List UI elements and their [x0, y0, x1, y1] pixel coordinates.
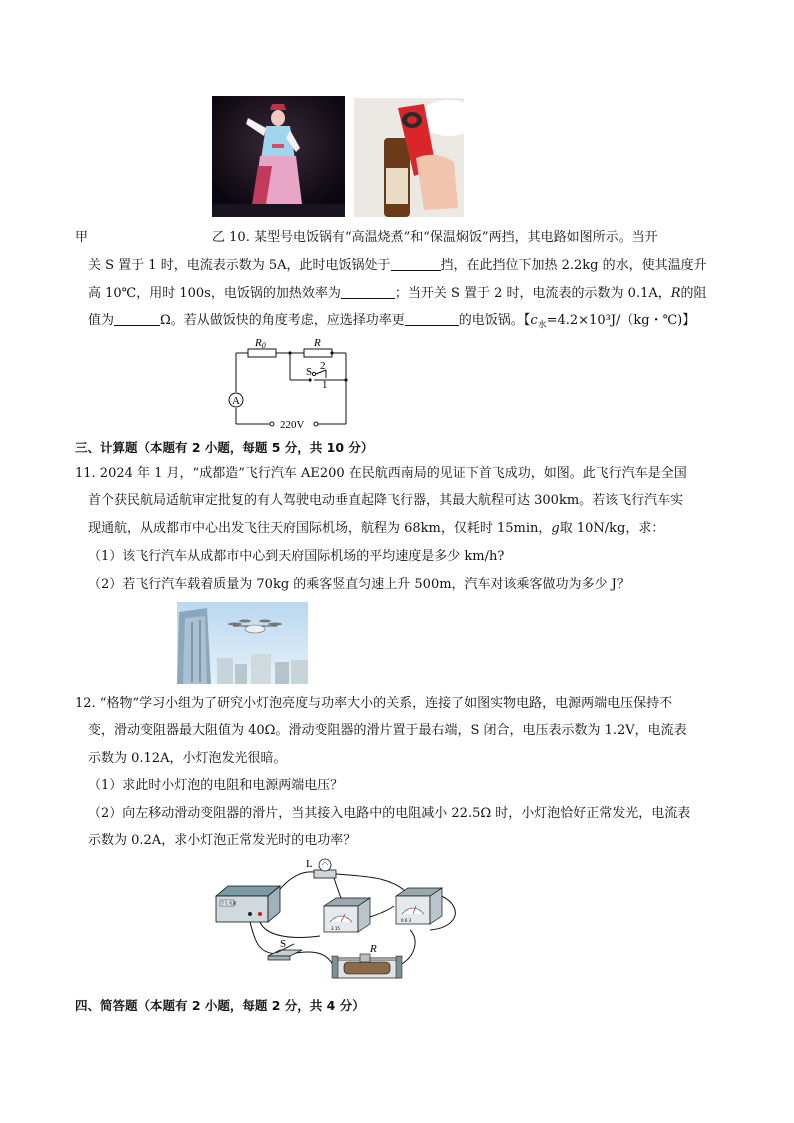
q10-line4: [88, 312, 695, 335]
q10-line4-text-a: 值为: [88, 313, 115, 328]
q10-blank-power[interactable]: [405, 312, 459, 326]
opera-performer-photo: [212, 96, 345, 217]
label-switch-position-1: 1: [322, 379, 328, 391]
ammeter-scale: 0.6 3: [401, 918, 412, 923]
q11-sub1: （1）该飞行汽车从成都市中心到天府国际机场的平均速度是多少 km/h?: [88, 549, 505, 564]
q10-number: 10.: [229, 230, 250, 245]
section4-title: 四、简答题（本题有 2 小题，每题 2 分，共 4 分）: [75, 998, 365, 1013]
q12-sub2: （2）向左移动滑动变阻器的滑片，当其接入电路中的电阻减小 22.5Ω 时，小灯泡恰好正常发光，电流表: [88, 806, 691, 821]
q10-blank-gear[interactable]: [391, 257, 441, 271]
q10-line1: [212, 229, 658, 247]
q10-line3-text-d: 的阻: [680, 286, 707, 301]
lamp-experiment-circuit: [210, 856, 468, 986]
q10-line3: [88, 285, 707, 303]
q12-line1: 12. “格物”学习小组为了研究小灯泡亮度与功率大小的关系，连接了如图实物电路，电源两端电压保持不: [75, 696, 673, 711]
q11-line1: 11. 2024 年 1 月，“成都造”飞行汽车 AE200 在民航西南局的见证下首飞成功，如图。此飞行汽车是全国: [75, 466, 687, 481]
ammeter-symbol: A: [232, 395, 240, 407]
q10-line4-text-b: Ω。若从做饭快的角度考虑，应选择功率更: [160, 313, 405, 328]
q12-line2: 变，滑动变阻器最大阻值为 40Ω。滑动变阻器的滑片置于最右端，S 闭合，电压表示数为 1.2V，电流表: [88, 723, 687, 738]
q11-line3: [88, 520, 664, 538]
label-rheostat-r: R: [370, 943, 377, 955]
q11-sub2: （2）若飞行汽车载着质量为 70kg 的乘客竖直匀速上升 500m，汽车对该乘客做功为多少 J？: [88, 577, 630, 592]
label-r: R: [314, 337, 321, 349]
q10-symbol-r: R: [670, 286, 681, 301]
q10-line2-text-a: 关 S 置于 1 时，电流表示数为 5A，此时电饭锅处于: [88, 258, 391, 273]
lamp-bulb: [314, 859, 336, 878]
flying-car-photo: [177, 602, 308, 684]
label-lamp-l: L: [306, 858, 313, 870]
q12-line3: 示数为 0.12A，小灯泡发光很暗。: [88, 751, 287, 766]
label-switch-s: S: [306, 366, 313, 378]
q12-sub2-cont: 示数为 0.2A，求小灯泡正常发光时的电功率？: [88, 833, 357, 848]
q10-blank-efficiency[interactable]: [341, 285, 395, 299]
supply-label: 学生电源: [220, 900, 237, 906]
q10-symbol-water: 水: [537, 320, 547, 331]
figure-label-jia: 甲: [75, 230, 89, 245]
q10-line2-text-b: 挡，在此挡位下加热 2.2kg 的水，使其温度升: [440, 258, 707, 273]
q11-line2: 首个获民航局适航审定批复的有人驾驶电动垂直起降飞行器，其最大航程可达 300km。若该飞行汽车实: [88, 493, 684, 508]
voltmeter-scale: 3 15: [331, 926, 340, 931]
q11-line3-text-a: 现通航，从成都市中心出发飞往天府国际机场，航程为 68km，仅耗时 15min，: [88, 521, 552, 536]
q11-line3-text-c: 取 10N/kg，求：: [559, 521, 665, 536]
q10-symbol-c: c: [530, 313, 538, 328]
label-r0: R0: [255, 337, 266, 350]
q10-line4-text-c: 的电饭锅。【: [458, 313, 531, 328]
voltmeter: [324, 898, 370, 932]
figure-label-yi: 乙: [212, 230, 226, 245]
q10-blank-resistance[interactable]: [114, 312, 160, 326]
label-switch-position-2: 2: [320, 360, 326, 372]
q10-line3-text-a: 高 10℃，用时 100s，电饭锅的加热效率为: [88, 286, 341, 301]
ammeter: [396, 888, 442, 924]
sliding-rheostat: [332, 954, 402, 978]
rice-cooker-circuit-diagram: [222, 336, 354, 428]
q12-sub1: （1）求此时小灯泡的电阻和电源两端电压？: [88, 778, 344, 793]
q10-line2: [88, 257, 707, 275]
power-supply: [216, 886, 280, 922]
q11-symbol-g: g: [551, 521, 560, 536]
q10-line1-text: 某型号电饭锅有“高温烧煮”和“保温焖饭”两挡，其电路如图所示。当开: [253, 230, 658, 245]
bottle-opener-photo: [354, 98, 464, 217]
section3-title: 三、计算题（本题有 2 小题，每题 5 分，共 10 分）: [75, 440, 374, 455]
label-supply-voltage: 220V: [280, 419, 305, 428]
q10-line4-text-f: =4.2×10³J/（kg・℃)】: [546, 313, 696, 328]
label-switch-s: S: [280, 938, 287, 950]
q10-line3-text-b: ；当开关 S 置于 2 时，电流表的示数为 0.1A，: [394, 286, 671, 301]
